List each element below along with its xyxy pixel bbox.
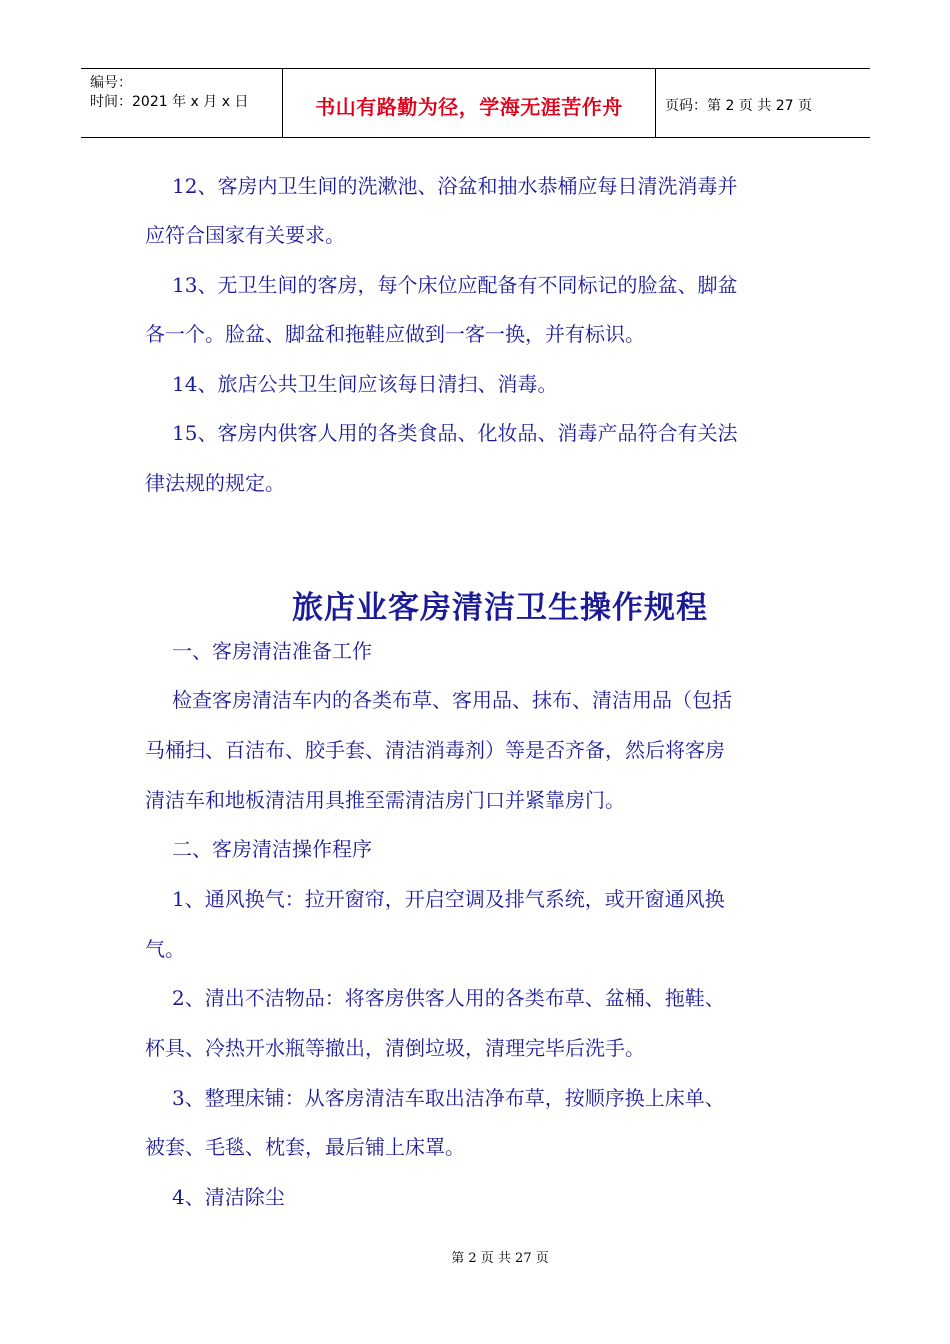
section-line: 2、清出不洁物品：将客房供客人用的各类布草、盆桶、拖鞋、 bbox=[172, 986, 725, 1010]
section-line: 1、通风换气：拉开窗帘，开启空调及排气系统，或开窗通风换 bbox=[172, 887, 725, 911]
header-page-info: 页码：第 2 页 共 27 页 bbox=[665, 98, 812, 114]
body-line: 12、客房内卫生间的洗漱池、浴盆和抽水恭桶应每日清洗消毒并 bbox=[172, 174, 738, 198]
section-line: 二、客房清洁操作程序 bbox=[172, 837, 372, 861]
header-meta-cell bbox=[81, 69, 283, 137]
section-line: 气。 bbox=[145, 937, 185, 961]
document-number-label: 编号： bbox=[90, 75, 132, 91]
section-line: 马桶扫、百洁布、胶手套、清洁消毒剂）等是否齐备，然后将客房 bbox=[145, 738, 725, 762]
section-line: 被套、毛毯、枕套，最后铺上床罩。 bbox=[145, 1135, 465, 1159]
section-line: 一、客房清洁准备工作 bbox=[172, 639, 372, 663]
section-line: 检查客房清洁车内的各类布草、客用品、抹布、清洁用品（包括 bbox=[172, 688, 732, 712]
section-title: 旅店业客房清洁卫生操作规程 bbox=[292, 590, 708, 626]
section-line: 杯具、冷热开水瓶等撤出，清倒垃圾，清理完毕后洗手。 bbox=[145, 1036, 645, 1060]
body-line: 14、旅店公共卫生间应该每日清扫、消毒。 bbox=[172, 372, 558, 396]
section-line: 清洁车和地板清洁用具推至需清洁房门口并紧靠房门。 bbox=[145, 788, 625, 812]
body-line: 各一个。脸盆、脚盆和拖鞋应做到一客一换，并有标识。 bbox=[145, 322, 645, 346]
document-time-label: 时间：2021 年 x 月 x 日 bbox=[90, 94, 249, 110]
body-line: 应符合国家有关要求。 bbox=[145, 223, 345, 247]
page-header bbox=[81, 68, 870, 138]
header-motto-cell bbox=[283, 69, 656, 137]
header-page-cell bbox=[656, 69, 870, 137]
page-footer: 第 2 页 共 27 页 bbox=[451, 1251, 549, 1266]
section-line: 3、整理床铺：从客房清洁车取出洁净布草，按顺序换上床单、 bbox=[172, 1086, 725, 1110]
header-motto: 书山有路勤为径，学海无涯苦作舟 bbox=[315, 94, 623, 119]
body-line: 13、无卫生间的客房，每个床位应配备有不同标记的脸盆、脚盆 bbox=[172, 273, 738, 297]
body-line: 律法规的规定。 bbox=[145, 471, 285, 495]
body-line: 15、客房内供客人用的各类食品、化妆品、消毒产品符合有关法 bbox=[172, 421, 738, 445]
section-line: 4、清洁除尘 bbox=[172, 1185, 285, 1209]
